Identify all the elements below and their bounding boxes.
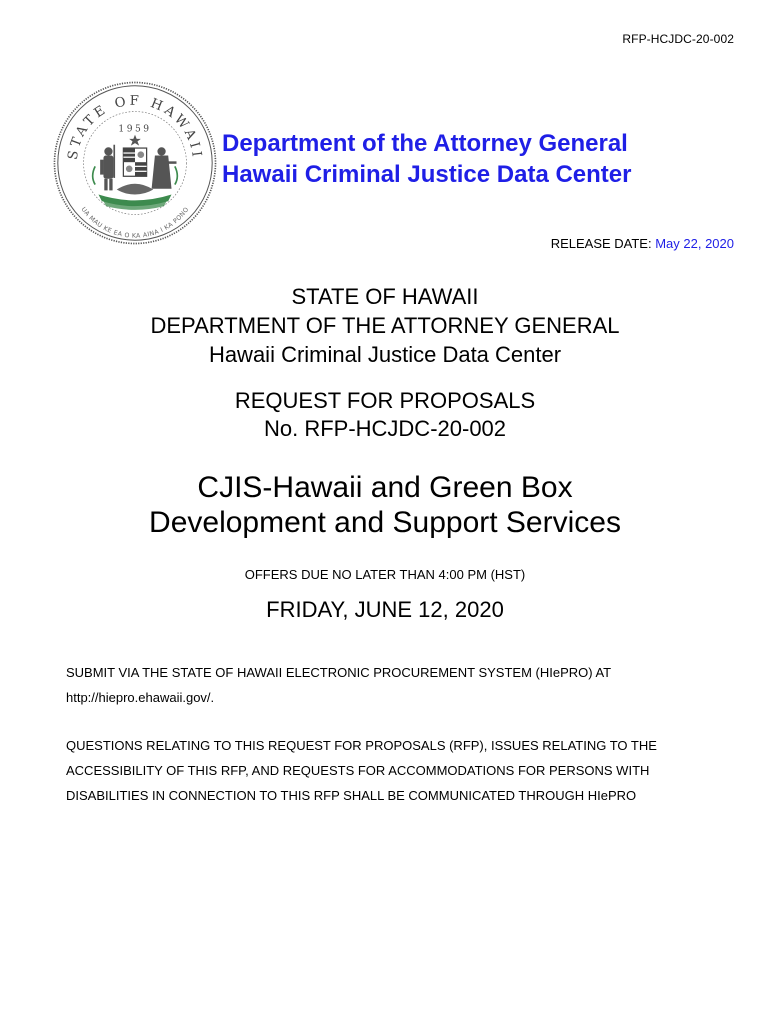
project-title-line-2: Development and Support Services <box>149 506 621 539</box>
submission-instructions <box>66 660 726 710</box>
rfp-title: REQUEST FOR PROPOSALS <box>234 388 536 413</box>
questions-line-2: ACCESSIBILITY OF THIS RFP, AND REQUESTS FOR ACCOMMODATIONS FOR PERSONS WITH <box>66 763 650 778</box>
state-seal-icon <box>52 80 218 246</box>
release-date-value: May 22, 2020 <box>655 236 734 251</box>
questions-line-3: DISABILITIES IN CONNECTION TO THIS RFP SHALL BE COMMUNICATED THROUGH HIePRO <box>66 788 637 803</box>
svg-text:UA MAU KE EA O KA AINA I KA PO: UA MAU KE EA O KA AINA I KA PONO <box>79 206 191 240</box>
questions-instructions <box>66 733 726 808</box>
agency-division-name: Hawaii Criminal Justice Data Center <box>222 161 632 188</box>
rfp-header <box>0 387 770 443</box>
offers-due-notice: OFFERS DUE NO LATER THAN 4:00 PM (HST) <box>244 567 526 582</box>
offers-due-date: FRIDAY, JUNE 12, 2020 <box>266 597 504 622</box>
department-name: DEPARTMENT OF THE ATTORNEY GENERAL <box>150 313 620 338</box>
submission-line-1: SUBMIT VIA THE STATE OF HAWAII ELECTRONIC PROCUREMENT SYSTEM (HIePRO) AT <box>66 665 612 680</box>
state-header <box>0 282 770 369</box>
agency-heading <box>222 128 631 190</box>
division-name: Hawaii Criminal Justice Data Center <box>208 342 562 367</box>
svg-text:STATE OF HAWAII: STATE OF HAWAII <box>65 93 205 161</box>
questions-line-1: QUESTIONS RELATING TO THIS REQUEST FOR PROPOSALS (RFP), ISSUES RELATING TO THE <box>66 738 657 753</box>
project-title <box>0 470 770 540</box>
document-number: RFP-HCJDC-20-002 <box>622 32 734 46</box>
release-date <box>551 236 734 251</box>
rfp-number: No. RFP-HCJDC-20-002 <box>263 416 507 441</box>
release-date-label: RELEASE DATE: <box>550 236 652 251</box>
svg-text:1959: 1959 <box>118 124 152 135</box>
agency-department-name: Department of the Attorney General <box>222 130 628 157</box>
state-name: STATE OF HAWAII <box>291 284 479 309</box>
project-title-line-1: CJIS-Hawaii and Green Box <box>197 471 573 504</box>
submission-url: http://hiepro.ehawaii.gov/. <box>66 690 215 705</box>
